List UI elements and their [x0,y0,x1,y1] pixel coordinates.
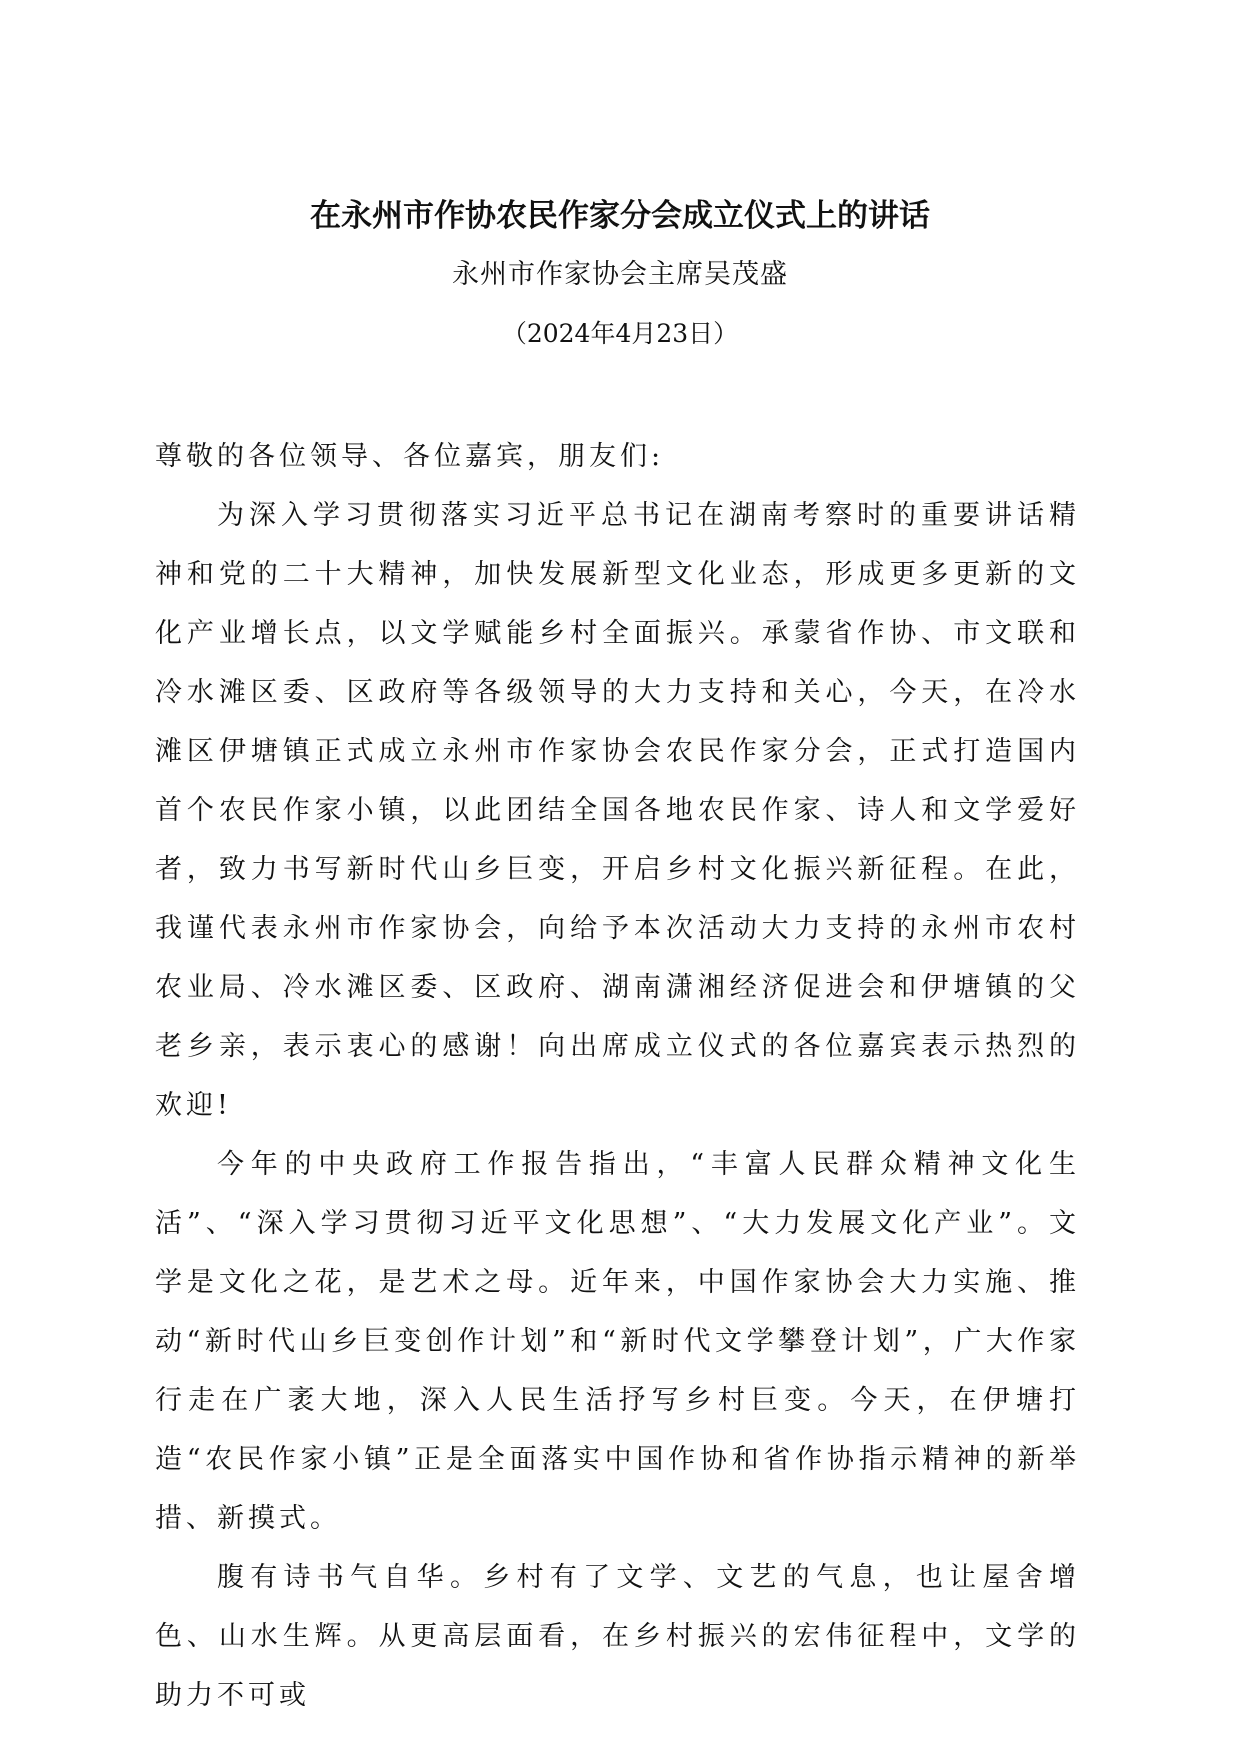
paragraph-1: 为深入学习贯彻落实习近平总书记在湖南考察时的重要讲话精神和党的二十大精神，加快发展新型文化业态，形成更多更新的文化产业增长点，以文学赋能乡村全面振兴。承蒙省作协、市文联和冷水滩区委、区政府等各级领导的大力支持和关心，今天，在冷水滩区伊塘镇正式成立永州市作家协会农民作家分会，正式打造国内首个农民作家小镇，以此团结全国各地农民作家、诗人和文学爱好者，致力书写新时代山乡巨变，开启乡村文化振兴新征程。在此，我谨代表永州市作家协会，向给予本次活动大力支持的永州市农村农业局、冷水滩区委、区政府、湖南潇湘经济促进会和伊塘镇的父老乡亲，表示衷心的感谢！向出席成立仪式的各位嘉宾表示热烈的欢迎! [155,500,1080,1121]
paragraph-3: 腹有诗书气自华。乡村有了文学、文艺的气息，也让屋舍增色、山水生辉。从更高层面看，在乡村振兴的宏伟征程中，文学的助力不可或 [155,1562,1080,1711]
paragraph-2: 今年的中央政府工作报告指出，“丰富人民群众精神文化生活”、“深入学习贯彻习近平文化思想”、“大力发展文化产业”。文学是文化之花，是艺术之母。近年来，中国作家协会大力实施、推动“新时代山乡巨变创作计划”和“新时代文学攀登计划”，广大作家行走在广袤大地，深入人民生活抒写乡村巨变。今天，在伊塘打造“农民作家小镇”正是全面落实中国作协和省作协指示精神的新举措、新摸式。 [155,1149,1080,1534]
document-author: 永州市作家协会主席吴茂盛 [452,259,788,290]
salutation: 尊敬的各位领导、各位嘉宾，朋友们: [155,441,665,472]
document-body [155,427,1080,1725]
document-date: （2024年4月23日） [501,319,739,348]
document-title: 在永州市作协农民作家分会成立仪式上的讲话 [310,198,930,234]
